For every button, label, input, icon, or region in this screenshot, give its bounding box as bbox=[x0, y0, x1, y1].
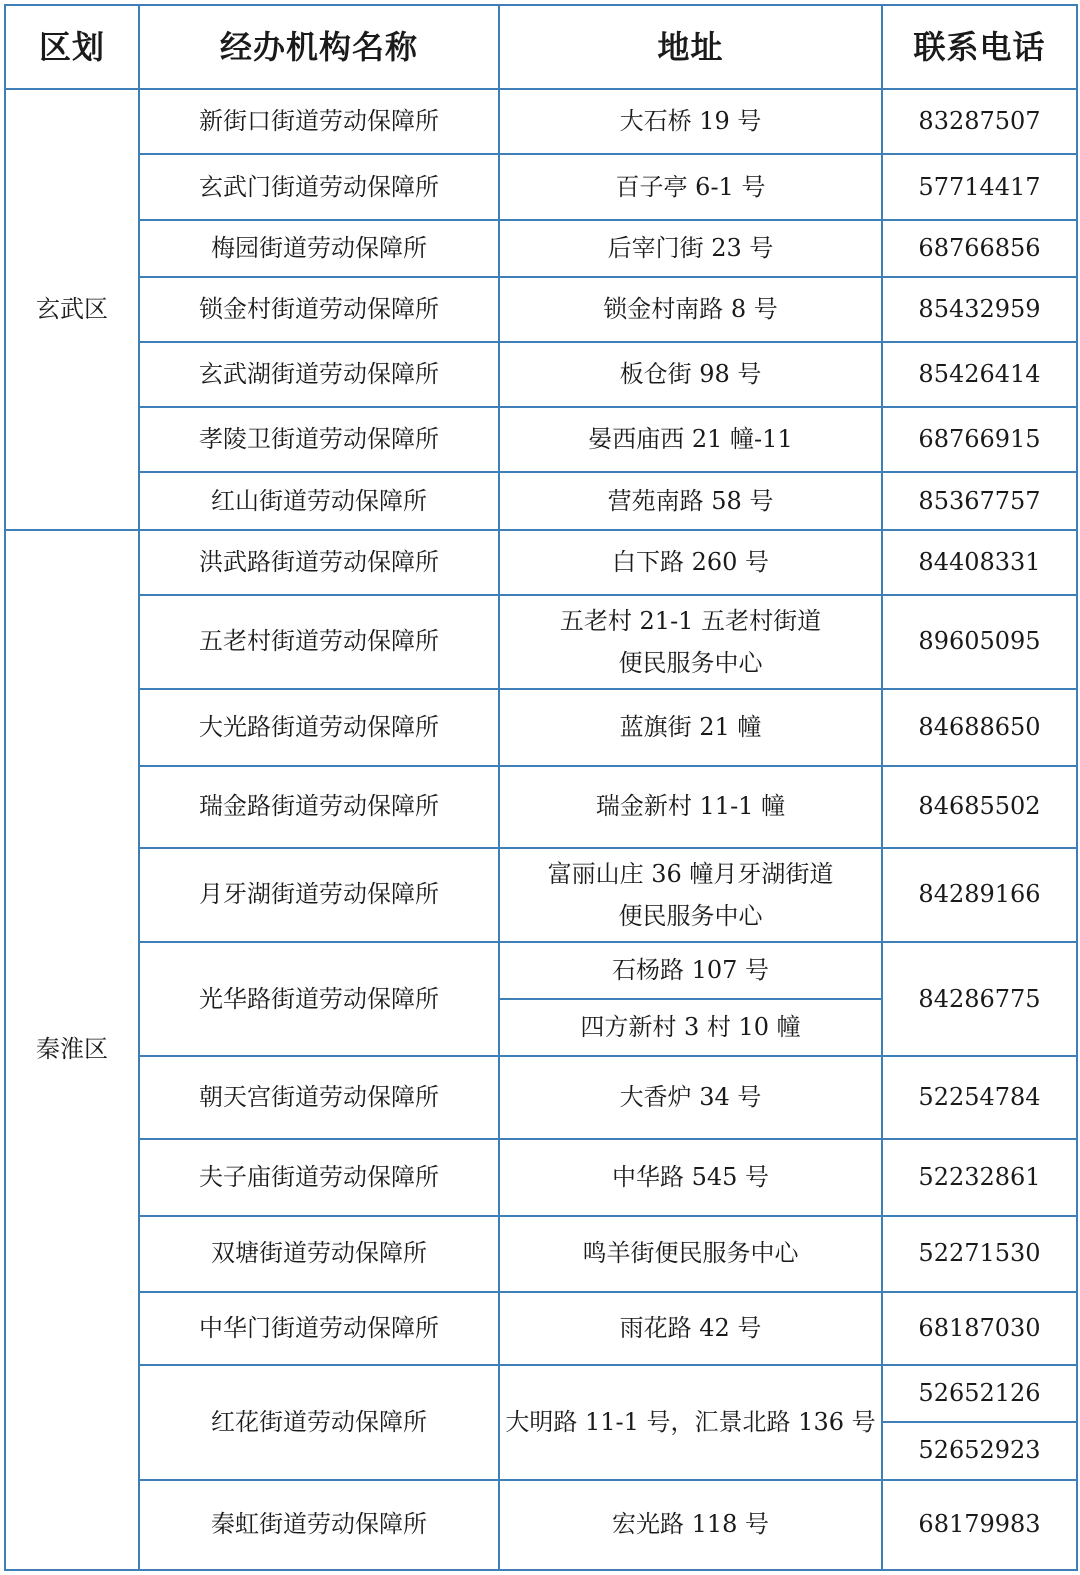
table-row bbox=[5, 1365, 1077, 1422]
table-row bbox=[5, 595, 1077, 689]
agency-phone: 57714417 bbox=[882, 154, 1077, 219]
agency-address: 石杨路 107 号 bbox=[499, 942, 882, 999]
table-row bbox=[5, 1292, 1077, 1365]
agency-phone: 68187030 bbox=[882, 1292, 1077, 1365]
agency-name: 红山街道劳动保障所 bbox=[139, 472, 499, 529]
table-row bbox=[5, 1480, 1077, 1570]
agency-phone: 85432959 bbox=[882, 277, 1077, 342]
agency-name: 红花街道劳动保障所 bbox=[139, 1365, 499, 1479]
agency-name: 梅园街道劳动保障所 bbox=[139, 220, 499, 277]
header-phone: 联系电话 bbox=[882, 5, 1077, 89]
agency-phone: 85367757 bbox=[882, 472, 1077, 529]
agency-address: 中华路 545 号 bbox=[499, 1139, 882, 1216]
agency-address: 锁金村南路 8 号 bbox=[499, 277, 882, 342]
agency-address bbox=[499, 848, 882, 942]
table-row bbox=[5, 472, 1077, 529]
agency-address: 宏光路 118 号 bbox=[499, 1480, 882, 1570]
table-row bbox=[5, 942, 1077, 999]
table-row bbox=[5, 1056, 1077, 1138]
agency-address: 大石桥 19 号 bbox=[499, 89, 882, 154]
agency-name: 朝天宫街道劳动保障所 bbox=[139, 1056, 499, 1138]
header-row bbox=[5, 5, 1077, 89]
agency-table bbox=[4, 4, 1078, 1571]
agency-name: 月牙湖街道劳动保障所 bbox=[139, 848, 499, 942]
agency-name: 洪武路街道劳动保障所 bbox=[139, 530, 499, 595]
agency-address: 四方新村 3 村 10 幢 bbox=[499, 999, 882, 1056]
agency-name: 光华路街道劳动保障所 bbox=[139, 942, 499, 1056]
agency-name: 玄武湖街道劳动保障所 bbox=[139, 342, 499, 407]
agency-name: 锁金村街道劳动保障所 bbox=[139, 277, 499, 342]
agency-phone: 52652923 bbox=[882, 1422, 1077, 1479]
agency-phone: 83287507 bbox=[882, 89, 1077, 154]
agency-address: 白下路 260 号 bbox=[499, 530, 882, 595]
address-line: 便民服务中心 bbox=[618, 901, 763, 930]
agency-name: 新街口街道劳动保障所 bbox=[139, 89, 499, 154]
agency-phone: 84685502 bbox=[882, 766, 1077, 847]
table-row bbox=[5, 407, 1077, 472]
agency-address: 大香炉 34 号 bbox=[499, 1056, 882, 1138]
address-line: 便民服务中心 bbox=[618, 648, 763, 677]
table-row bbox=[5, 1216, 1077, 1292]
agency-name: 瑞金路街道劳动保障所 bbox=[139, 766, 499, 847]
agency-phone: 68179983 bbox=[882, 1480, 1077, 1570]
agency-address: 百子亭 6-1 号 bbox=[499, 154, 882, 219]
district-cell: 秦淮区 bbox=[5, 530, 139, 1570]
agency-phone: 52271530 bbox=[882, 1216, 1077, 1292]
agency-name: 夫子庙街道劳动保障所 bbox=[139, 1139, 499, 1216]
header-address: 地址 bbox=[499, 5, 882, 89]
address-line: 富丽山庄 36 幢月牙湖街道 bbox=[547, 859, 834, 888]
table-row bbox=[5, 1139, 1077, 1216]
agency-name: 秦虹街道劳动保障所 bbox=[139, 1480, 499, 1570]
header-district: 区划 bbox=[5, 5, 139, 89]
agency-phone: 84408331 bbox=[882, 530, 1077, 595]
agency-address: 鸣羊街便民服务中心 bbox=[499, 1216, 882, 1292]
agency-phone: 52652126 bbox=[882, 1365, 1077, 1422]
agency-address: 板仓街 98 号 bbox=[499, 342, 882, 407]
agency-phone: 84688650 bbox=[882, 689, 1077, 766]
table-row bbox=[5, 530, 1077, 595]
agency-address: 营苑南路 58 号 bbox=[499, 472, 882, 529]
agency-address: 雨花路 42 号 bbox=[499, 1292, 882, 1365]
agency-phone: 84289166 bbox=[882, 848, 1077, 942]
agency-address: 后宰门街 23 号 bbox=[499, 220, 882, 277]
table-row bbox=[5, 689, 1077, 766]
address-line: 五老村 21-1 五老村街道 bbox=[559, 606, 822, 635]
agency-phone: 52232861 bbox=[882, 1139, 1077, 1216]
header-agency-name: 经办机构名称 bbox=[139, 5, 499, 89]
agency-phone: 52254784 bbox=[882, 1056, 1077, 1138]
agency-phone: 68766856 bbox=[882, 220, 1077, 277]
table-row bbox=[5, 89, 1077, 154]
agency-name: 玄武门街道劳动保障所 bbox=[139, 154, 499, 219]
district-cell: 玄武区 bbox=[5, 89, 139, 529]
agency-address: 大明路 11-1 号，汇景北路 136 号 bbox=[499, 1365, 882, 1479]
table-row bbox=[5, 766, 1077, 847]
agency-phone: 68766915 bbox=[882, 407, 1077, 472]
agency-name: 中华门街道劳动保障所 bbox=[139, 1292, 499, 1365]
agency-name: 孝陵卫街道劳动保障所 bbox=[139, 407, 499, 472]
agency-phone: 84286775 bbox=[882, 942, 1077, 1056]
agency-phone: 85426414 bbox=[882, 342, 1077, 407]
agency-name: 双塘街道劳动保障所 bbox=[139, 1216, 499, 1292]
agency-address: 瑞金新村 11-1 幢 bbox=[499, 766, 882, 847]
agency-address: 晏西庙西 21 幢-11 bbox=[499, 407, 882, 472]
agency-name: 五老村街道劳动保障所 bbox=[139, 595, 499, 689]
table-row bbox=[5, 277, 1077, 342]
table-row bbox=[5, 220, 1077, 277]
agency-phone: 89605095 bbox=[882, 595, 1077, 689]
agency-name: 大光路街道劳动保障所 bbox=[139, 689, 499, 766]
agency-address bbox=[499, 595, 882, 689]
table-row bbox=[5, 848, 1077, 942]
table-row bbox=[5, 154, 1077, 219]
table-row bbox=[5, 342, 1077, 407]
agency-address: 蓝旗街 21 幢 bbox=[499, 689, 882, 766]
